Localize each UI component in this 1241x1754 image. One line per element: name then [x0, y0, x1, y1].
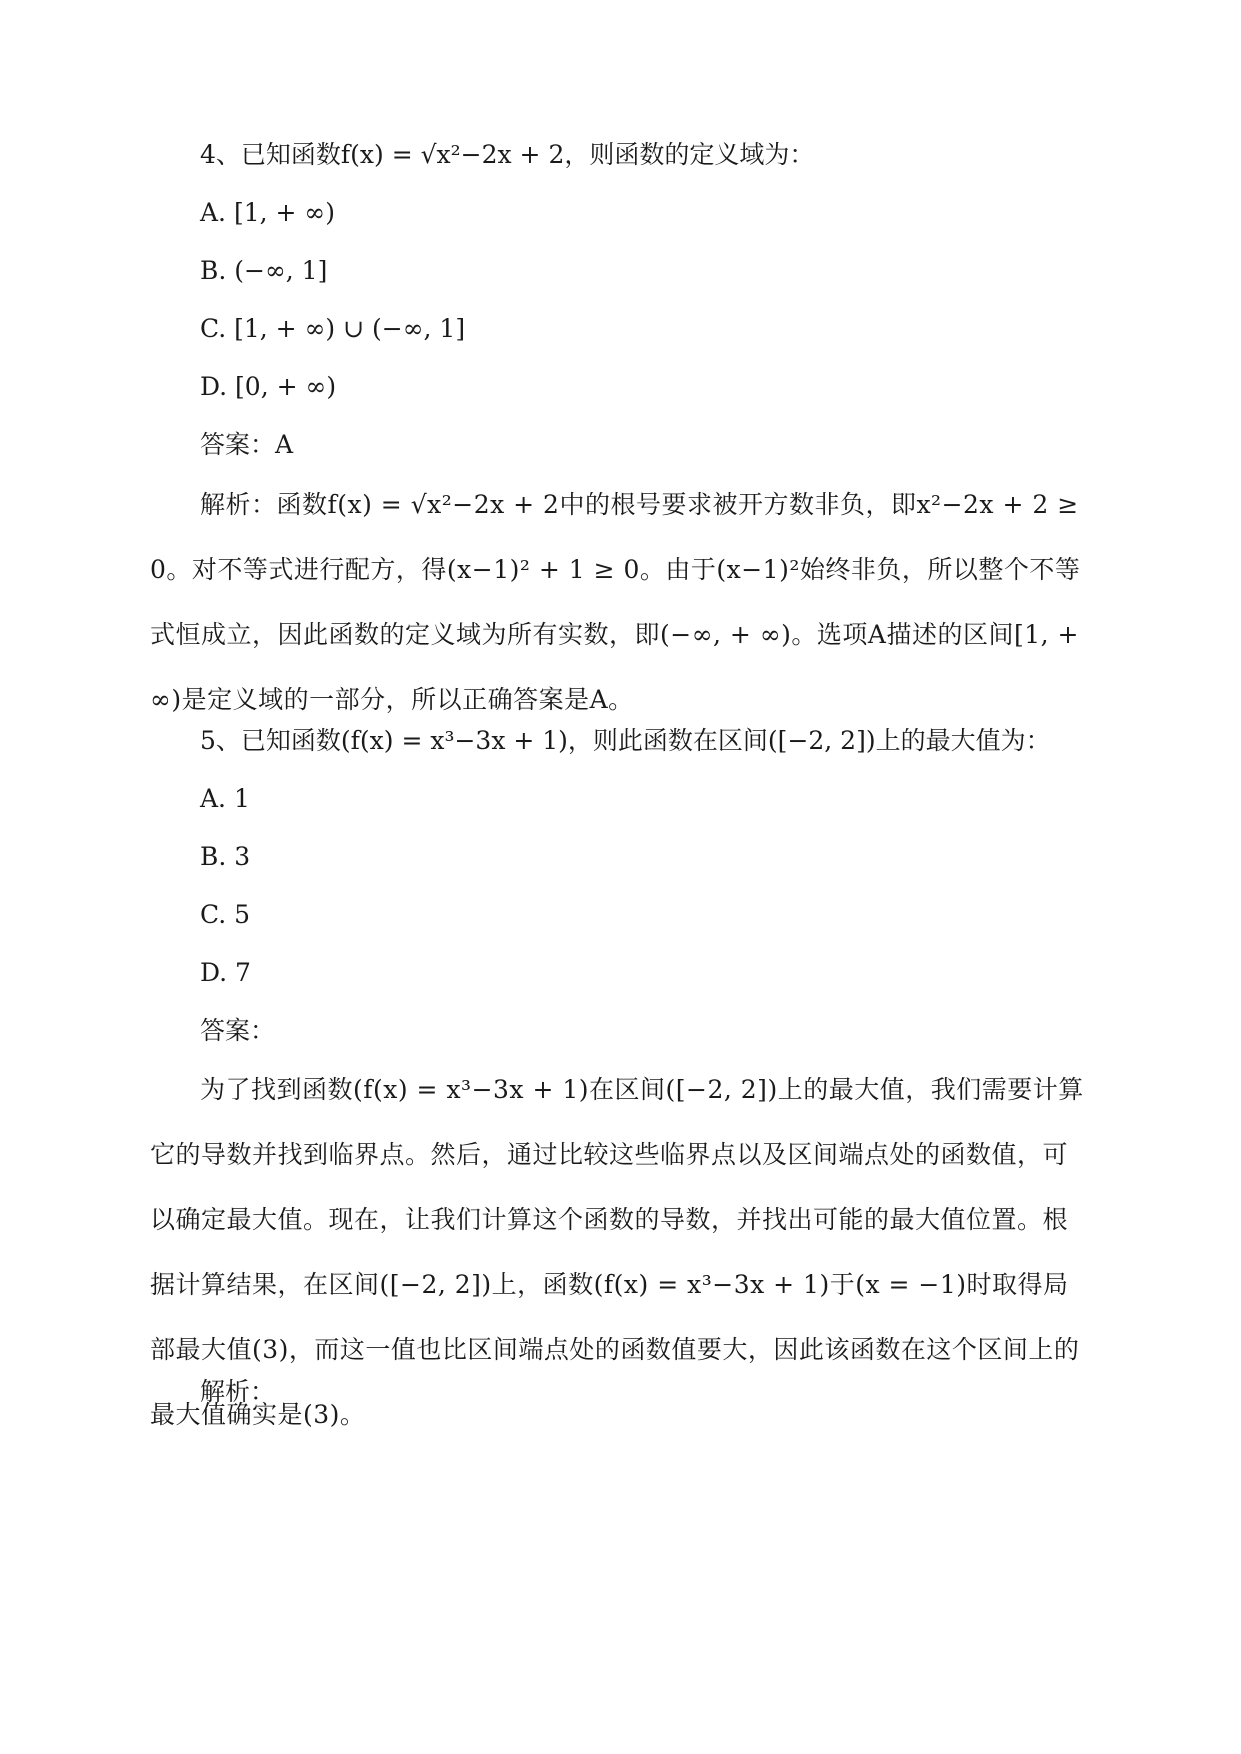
q5-option-d: D. 7 — [200, 958, 251, 987]
q4-option-b: B. (−∞, 1] — [200, 256, 328, 285]
q4-option-c: C. [1, + ∞) ∪ (−∞, 1] — [200, 314, 466, 343]
q4-option-d: D. [0, + ∞) — [200, 372, 337, 401]
q5-option-c: C. 5 — [200, 900, 251, 929]
q4-option-a: A. [1, + ∞) — [200, 198, 335, 227]
q5-answer-body: 为了找到函数(f(x) = x³−3x + 1)在区间([−2, 2])上的最大值，我们需要计算它的导数并找到临界点。然后，通过比较这些临界点以及区间端点处的函数值，可以确定最大值。现在，让我们计算这个函数的导数，并找出可能的最大值位置。根据计算结果，在区间([−2, 2])上，函数(f(x) = x³−3x + 1)于(x = −1)时取得局部最大值(3)，而这一值也比区间端点处的函数值要大，因此该函数在这个区间上的最大值确实是(3)。 — [150, 1075, 1084, 1429]
q4-answer: 答案：A — [200, 430, 294, 459]
q4-question: 4、已知函数f(x) = √x²−2x + 2，则函数的定义域为： — [200, 140, 815, 169]
q5-answer-label: 答案： — [200, 1016, 276, 1045]
q5-analysis-label: 解析： — [200, 1377, 276, 1406]
q5-option-b: B. 3 — [200, 842, 251, 871]
q5-question: 5、已知函数(f(x) = x³−3x + 1)，则此函数在区间([−2, 2])上的最大值为： — [200, 726, 1051, 755]
q5-option-a: A. 1 — [200, 784, 250, 813]
q4-analysis: 解析：函数f(x) = √x²−2x + 2中的根号要求被开方数非负，即x²−2x + 2 ≥ 0。对不等式进行配方，得(x−1)² + 1 ≥ 0。由于(x−1)²始终非负，所以整个不等式恒成立，因此函数的定义域为所有实数，即(−∞, + ∞)。选项A描述的区间[1, + ∞)是定义域的一部分，所以正确答案是A。 — [150, 490, 1081, 714]
